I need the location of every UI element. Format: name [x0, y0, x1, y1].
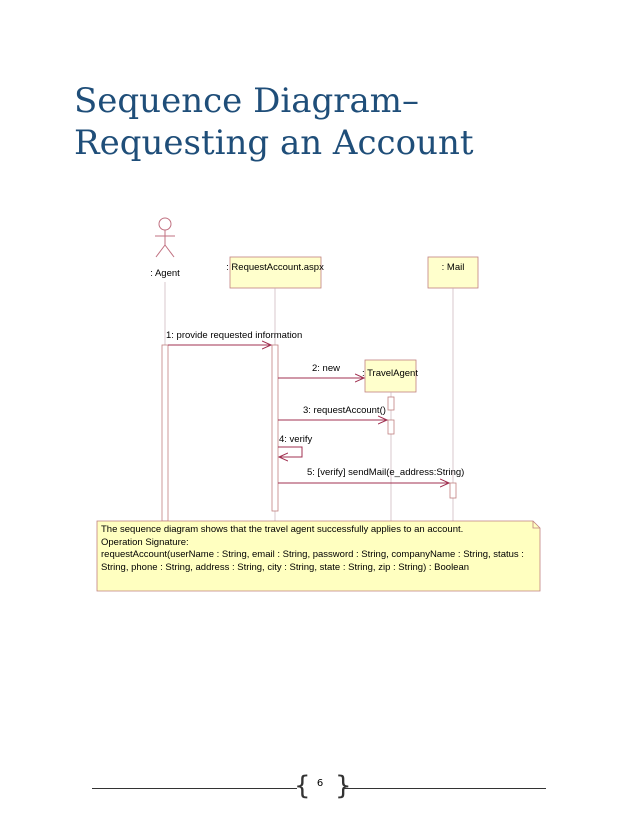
agent-actor-icon: [155, 218, 175, 257]
footer-brace-left: {: [294, 771, 311, 801]
footer-line-left: [92, 788, 297, 789]
footer-line-right: [344, 788, 546, 789]
mail-label: : Mail: [441, 262, 465, 273]
message-5-label: 5: [verify] sendMail(e_address:String): [307, 467, 465, 478]
agent-label: : Agent: [150, 268, 180, 279]
message-3-label: 3: requestAccount(): [303, 405, 386, 416]
page-number: 6: [316, 778, 324, 789]
request-account-activation: [272, 345, 278, 511]
request-account-label: : RequestAccount.aspx: [226, 262, 324, 273]
message-1-label: 1: provide requested information: [166, 330, 303, 341]
travel-agent-activation-2: [388, 420, 394, 434]
travel-agent-activation-1: [388, 397, 394, 410]
note-line-3: requestAccount(userName : String, email : String, password : String, companyName : String, status : String, phone : String, address : String, city : String, state : String, zip : String) : Boolean: [101, 549, 524, 573]
title-line-2: Requesting an Account: [74, 123, 474, 163]
mail-activation: [450, 483, 456, 498]
travel-agent-label: : TravelAgent: [362, 368, 418, 379]
agent-activation: [162, 345, 168, 521]
note-line-1: The sequence diagram shows that the travel agent successfully applies to an account.: [101, 524, 464, 535]
message-4-arrow: [278, 447, 302, 457]
diagram-note: [97, 521, 540, 591]
message-2-label: 2: new: [312, 363, 340, 374]
message-4-label: 4: verify: [279, 434, 313, 445]
note-line-2: Operation Signature:: [101, 536, 189, 548]
title-line-1: Sequence Diagram–: [74, 81, 419, 121]
footer-brace-right: }: [335, 771, 352, 801]
